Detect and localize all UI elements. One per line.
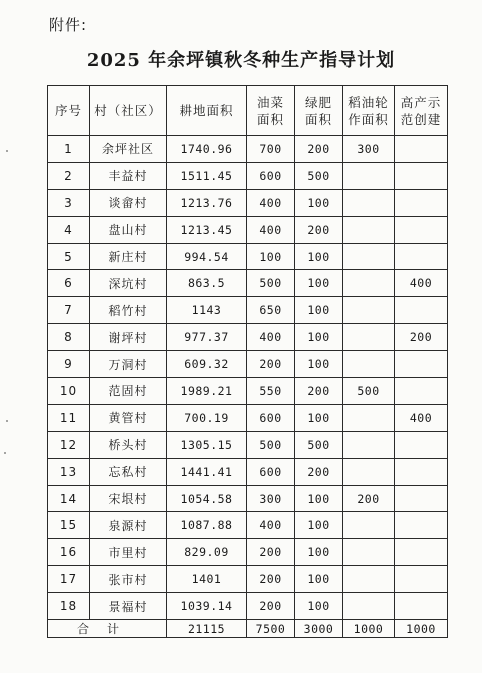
cell-green-manure: 100 xyxy=(295,270,343,297)
cell-rapeseed: 600 xyxy=(247,162,295,189)
cell-index: 16 xyxy=(48,539,90,566)
total-label: 合计 xyxy=(48,620,167,638)
cell-rapeseed: 600 xyxy=(247,458,295,485)
scan-speck xyxy=(4,452,6,454)
total-demo: 1000 xyxy=(395,620,448,638)
cell-rapeseed: 700 xyxy=(247,136,295,163)
cell-village: 市里村 xyxy=(90,539,167,566)
cell-village: 盘山村 xyxy=(90,216,167,243)
cell-rice-rotation xyxy=(343,512,395,539)
cell-demo xyxy=(395,458,448,485)
cell-area: 977.37 xyxy=(167,324,247,351)
table-row xyxy=(48,458,448,485)
header-demo-line1: 高产示 xyxy=(400,94,442,110)
header-rice-rotation xyxy=(343,86,395,136)
cell-village: 范固村 xyxy=(90,378,167,405)
cell-index: 1 xyxy=(48,136,90,163)
cell-rapeseed: 600 xyxy=(247,404,295,431)
cell-rapeseed: 300 xyxy=(247,485,295,512)
cell-green-manure: 100 xyxy=(295,485,343,512)
cell-demo: 200 xyxy=(395,324,448,351)
cell-demo xyxy=(395,189,448,216)
cell-rapeseed: 650 xyxy=(247,297,295,324)
total-green-manure: 3000 xyxy=(295,620,343,638)
table-row xyxy=(48,216,448,243)
cell-index: 7 xyxy=(48,297,90,324)
cell-rice-rotation xyxy=(343,324,395,351)
header-rapeseed xyxy=(247,86,295,136)
cell-demo xyxy=(395,539,448,566)
cell-village: 桥头村 xyxy=(90,431,167,458)
total-rapeseed: 7500 xyxy=(247,620,295,638)
total-rice-rotation: 1000 xyxy=(343,620,395,638)
header-rice-rotation-line2: 作面积 xyxy=(348,111,389,127)
cell-rice-rotation xyxy=(343,216,395,243)
table-row xyxy=(48,485,448,512)
cell-rice-rotation xyxy=(343,593,395,620)
cell-village: 谢坪村 xyxy=(90,324,167,351)
cell-demo xyxy=(395,485,448,512)
cell-rapeseed: 200 xyxy=(247,593,295,620)
cell-index: 17 xyxy=(48,566,90,593)
table-row xyxy=(48,324,448,351)
table-row xyxy=(48,512,448,539)
cell-rice-rotation xyxy=(343,189,395,216)
cell-rice-rotation xyxy=(343,539,395,566)
cell-demo xyxy=(395,593,448,620)
cell-area: 700.19 xyxy=(167,404,247,431)
cell-area: 1401 xyxy=(167,566,247,593)
document-title: 2025 年余坪镇秋冬种生产指导计划 xyxy=(86,50,396,71)
cell-rice-rotation xyxy=(343,270,395,297)
table-row xyxy=(48,162,448,189)
cell-green-manure: 100 xyxy=(295,189,343,216)
cell-area: 994.54 xyxy=(167,243,247,270)
cell-index: 4 xyxy=(48,216,90,243)
cell-area: 609.32 xyxy=(167,351,247,378)
cell-green-manure: 200 xyxy=(295,216,343,243)
header-rice-rotation-line1: 稻油轮 xyxy=(348,94,389,110)
header-index: 序号 xyxy=(48,86,90,136)
header-green-manure-line1: 绿肥 xyxy=(304,94,332,110)
table-row xyxy=(48,189,448,216)
cell-village: 新庄村 xyxy=(90,243,167,270)
cell-rapeseed: 550 xyxy=(247,378,295,405)
cell-rapeseed: 500 xyxy=(247,270,295,297)
cell-demo xyxy=(395,162,448,189)
cell-area: 1213.76 xyxy=(167,189,247,216)
cell-demo xyxy=(395,216,448,243)
cell-area: 1054.58 xyxy=(167,485,247,512)
cell-village: 丰益村 xyxy=(90,162,167,189)
table-row xyxy=(48,351,448,378)
cell-rice-rotation xyxy=(343,458,395,485)
cell-rice-rotation xyxy=(343,297,395,324)
table-row xyxy=(48,270,448,297)
cell-area: 829.09 xyxy=(167,539,247,566)
cell-rapeseed: 200 xyxy=(247,351,295,378)
cell-demo: 400 xyxy=(395,270,448,297)
cell-rapeseed: 400 xyxy=(247,324,295,351)
cell-area: 1305.15 xyxy=(167,431,247,458)
cell-green-manure: 100 xyxy=(295,593,343,620)
table-row xyxy=(48,404,448,431)
cell-index: 18 xyxy=(48,593,90,620)
header-rapeseed-line1: 油菜 xyxy=(256,94,284,110)
header-green-manure-line2: 面积 xyxy=(304,111,332,127)
cell-demo xyxy=(395,378,448,405)
cell-village: 黄管村 xyxy=(90,404,167,431)
cell-area: 1039.14 xyxy=(167,593,247,620)
cell-green-manure: 200 xyxy=(295,136,343,163)
cell-rice-rotation xyxy=(343,404,395,431)
header-village: 村（社区） xyxy=(90,86,167,136)
cell-rapeseed: 400 xyxy=(247,512,295,539)
cell-village: 宋垠村 xyxy=(90,485,167,512)
cell-demo xyxy=(395,297,448,324)
header-demo-line2: 范创建 xyxy=(400,111,442,127)
cell-area: 1087.88 xyxy=(167,512,247,539)
table-row xyxy=(48,297,448,324)
cell-demo xyxy=(395,431,448,458)
cell-village: 谈畲村 xyxy=(90,189,167,216)
planting-plan-table xyxy=(47,85,448,638)
cell-green-manure: 100 xyxy=(295,566,343,593)
cell-village: 景福村 xyxy=(90,593,167,620)
cell-rice-rotation xyxy=(343,431,395,458)
table-row xyxy=(48,378,448,405)
header-rapeseed-line2: 面积 xyxy=(256,111,284,127)
cell-rice-rotation: 300 xyxy=(343,136,395,163)
cell-rapeseed: 200 xyxy=(247,539,295,566)
cell-rice-rotation: 500 xyxy=(343,378,395,405)
cell-index: 12 xyxy=(48,431,90,458)
scan-speck xyxy=(6,150,8,152)
cell-village: 稻竹村 xyxy=(90,297,167,324)
cell-index: 5 xyxy=(48,243,90,270)
cell-green-manure: 200 xyxy=(295,378,343,405)
table-row xyxy=(48,539,448,566)
cell-area: 1740.96 xyxy=(167,136,247,163)
cell-index: 11 xyxy=(48,404,90,431)
cell-index: 14 xyxy=(48,485,90,512)
table-row xyxy=(48,566,448,593)
header-green-manure xyxy=(295,86,343,136)
cell-green-manure: 100 xyxy=(295,351,343,378)
cell-demo xyxy=(395,566,448,593)
total-area: 21115 xyxy=(167,620,247,638)
header-demo xyxy=(395,86,448,136)
table-row xyxy=(48,431,448,458)
cell-rice-rotation xyxy=(343,243,395,270)
cell-rapeseed: 500 xyxy=(247,431,295,458)
cell-green-manure: 100 xyxy=(295,404,343,431)
cell-green-manure: 200 xyxy=(295,458,343,485)
table-row xyxy=(48,243,448,270)
cell-green-manure: 100 xyxy=(295,243,343,270)
cell-green-manure: 100 xyxy=(295,512,343,539)
cell-green-manure: 100 xyxy=(295,297,343,324)
header-area: 耕地面积 xyxy=(167,86,247,136)
cell-village: 张市村 xyxy=(90,566,167,593)
table-row xyxy=(48,593,448,620)
cell-green-manure: 500 xyxy=(295,162,343,189)
cell-green-manure: 100 xyxy=(295,324,343,351)
total-row xyxy=(48,620,448,638)
cell-index: 10 xyxy=(48,378,90,405)
scan-speck xyxy=(6,420,8,422)
cell-area: 1143 xyxy=(167,297,247,324)
cell-index: 6 xyxy=(48,270,90,297)
table-row xyxy=(48,136,448,163)
cell-rapeseed: 200 xyxy=(247,566,295,593)
cell-index: 2 xyxy=(48,162,90,189)
cell-green-manure: 100 xyxy=(295,539,343,566)
cell-green-manure: 500 xyxy=(295,431,343,458)
cell-index: 9 xyxy=(48,351,90,378)
cell-demo xyxy=(395,351,448,378)
cell-area: 1511.45 xyxy=(167,162,247,189)
cell-rice-rotation xyxy=(343,566,395,593)
cell-village: 泉源村 xyxy=(90,512,167,539)
cell-village: 忘私村 xyxy=(90,458,167,485)
cell-area: 1989.21 xyxy=(167,378,247,405)
cell-index: 8 xyxy=(48,324,90,351)
cell-demo xyxy=(395,512,448,539)
cell-demo xyxy=(395,136,448,163)
cell-demo xyxy=(395,243,448,270)
cell-village: 深坑村 xyxy=(90,270,167,297)
table-header-row xyxy=(48,86,448,136)
attachment-label: 附件: xyxy=(49,16,88,34)
cell-area: 1441.41 xyxy=(167,458,247,485)
cell-demo: 400 xyxy=(395,404,448,431)
cell-rapeseed: 400 xyxy=(247,189,295,216)
cell-rapeseed: 100 xyxy=(247,243,295,270)
cell-rice-rotation xyxy=(343,162,395,189)
cell-area: 1213.45 xyxy=(167,216,247,243)
cell-area: 863.5 xyxy=(167,270,247,297)
cell-village: 万洞村 xyxy=(90,351,167,378)
cell-index: 3 xyxy=(48,189,90,216)
cell-rice-rotation xyxy=(343,351,395,378)
cell-rice-rotation: 200 xyxy=(343,485,395,512)
cell-index: 15 xyxy=(48,512,90,539)
cell-village: 余坪社区 xyxy=(90,136,167,163)
cell-rapeseed: 400 xyxy=(247,216,295,243)
cell-index: 13 xyxy=(48,458,90,485)
